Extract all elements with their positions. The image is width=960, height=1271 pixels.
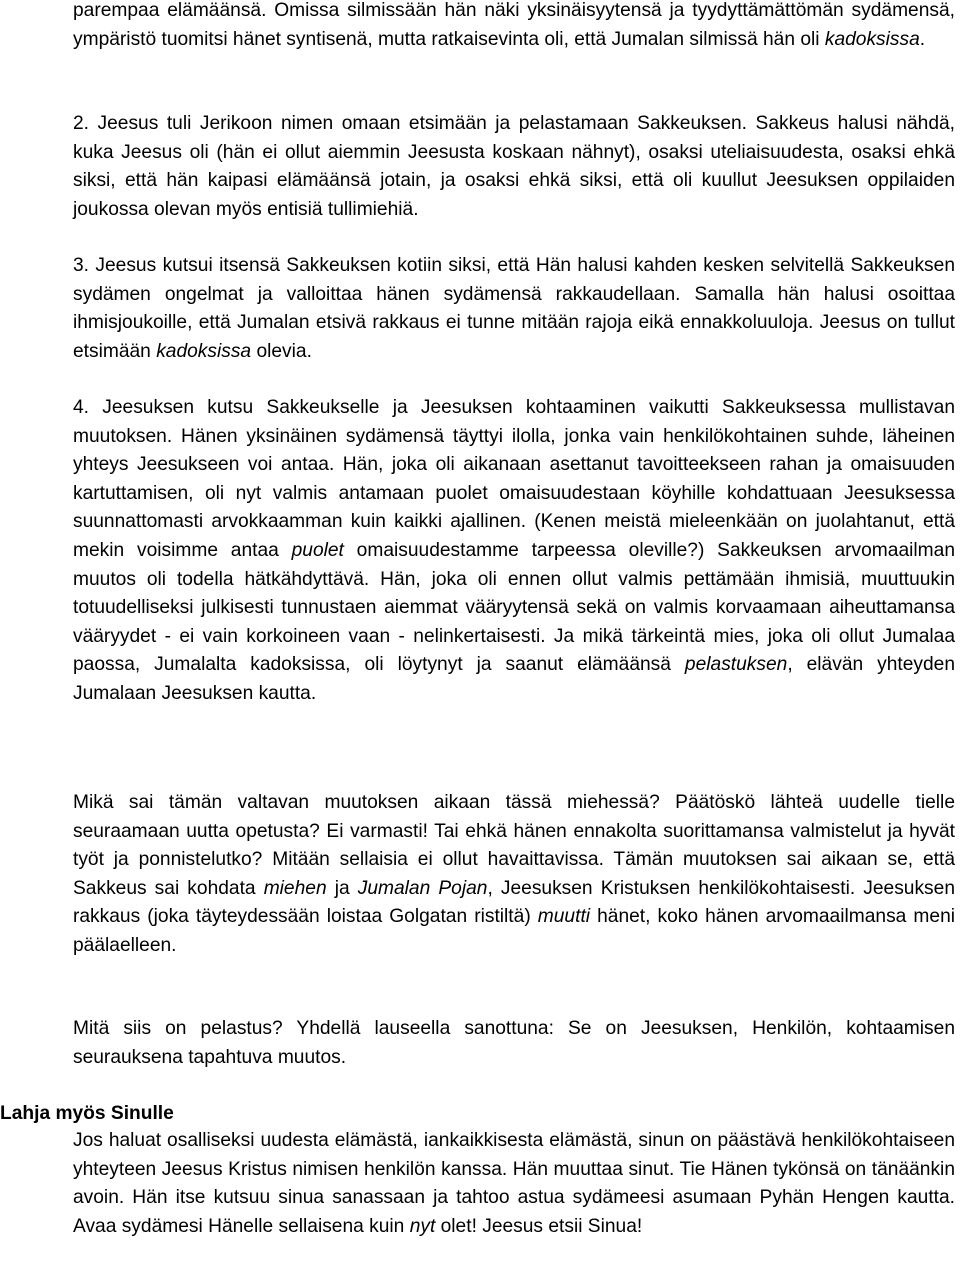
- point-3-emphasis: kadoksissa: [156, 340, 252, 362]
- question-text-a: Mikä sai tämän valtavan muutoksen aikaan tässä miehessä? Päätöskö lähteä uudelle tielle seuraamaan uutta opetusta? Ei varmasti! Tai ehkä hänen ennakolta suorittamansa valmistelut ja hyvät työt ja ponnistelutko? Mitään sellaisia ei ollut havaittavissa. Tämän muutoksen sai aikaan se, että Sakkeus sai kohdata: [73, 792, 955, 899]
- point-4-text-c: , elävän yhteyden Jumalaan Jeesuksen kautta.: [73, 654, 955, 704]
- section-heading: Lahja myös Sinulle: [0, 1103, 174, 1124]
- question-emphasis-1: miehen: [263, 877, 327, 899]
- point-3-paragraph: [73, 252, 955, 366]
- question-text-d: hänet, koko hänen arvomaailmansa meni päälaelleen.: [73, 906, 955, 956]
- point-4-emphasis-2: pelastuksen: [684, 654, 788, 676]
- gift-text-b: olet! Jeesus etsii Sinua!: [435, 1215, 643, 1237]
- point-2-text: 2. Jeesus tuli Jerikoon nimen omaan etsimään ja pelastamaan Sakkeuksen. Sakkeus halusi nähdä, kuka Jeesus oli (hän ei ollut aiemmin Jeesusta koskaan nähnyt), osaksi uteliaisuudesta, osaksi ehkä siksi, että hän kaipasi elämäänsä jotain, ja osaksi ehkä siksi, että oli kuullut Jeesuksen oppilaiden joukossa olevan myös entisiä tullimiehiä.: [73, 113, 955, 220]
- question-paragraph: [73, 789, 955, 961]
- intro-emphasis: kadoksissa: [824, 28, 920, 50]
- gift-paragraph: [73, 1127, 955, 1241]
- question-emphasis-2: Jumalan Pojan: [357, 877, 488, 899]
- point-2-paragraph: [73, 110, 955, 224]
- question-text-b: ja: [326, 877, 358, 899]
- point-3-text: 3. Jeesus kutsui itsensä Sakkeuksen kotiin siksi, että Hän halusi kahden kesken selvitellä Sakkeuksen sydämen ongelmat ja valloittaa hänen sydämensä rakkaudellaan. Samalla hän halusi osoittaa ihmisjoukoille, että Jumalan etsivä rakkaus ei tunne mitään rajoja eikä ennakkoluuloja. Jeesus on tullut etsimään: [73, 255, 955, 362]
- point-4-text-a: 4. Jeesuksen kutsu Sakkeukselle ja Jeesuksen kohtaaminen vaikutti Sakkeuksessa mullistavan muutoksen. Hänen yksinäinen sydämensä täyttyi ilolla, jonka vain henkilökohtainen suhde, läheinen yhteys Jeesukseen voi antaa. Hän, joka oli aikanaan asettanut tavoitteekseen rahan ja omaisuuden kartuttamisen, oli nyt valmis antamaan puolet omaisuudestaan köyhille kohdattuaan Jeesuksessa suunnattomasti arvokkaamman kuin kaikki ajallinen. (Kenen meistä mieleenkään on juolahtanut, että mekin voisimme antaa: [73, 397, 955, 561]
- gift-text-a: Jos haluat osalliseksi uudesta elämästä, iankaikkisesta elämästä, sinun on päästävä henkilökohtaiseen yhteyteen Jeesus Kristus nimisen henkilön kanssa. Hän muuttaa sinut. Tie Hänen tykönsä on tänäänkin avoin. Hän itse kutsuu sinua sanassaan ja tahtoo astua sydämeesi asumaan Pyhän Hengen kautta. Avaa sydämesi Hänelle sellaisena kuin: [73, 1130, 955, 1237]
- point-4-emphasis-1: puolet: [291, 539, 344, 561]
- question-text-c: , Jeesuksen Kristuksen henkilökohtaisesti. Jeesuksen rakkaus (joka täyteydessään loistaa Golgatan ristiltä): [73, 877, 955, 928]
- intro-end: .: [919, 28, 926, 50]
- question-emphasis-3: muutti: [537, 906, 591, 928]
- point-4-paragraph: [73, 394, 955, 709]
- gift-emphasis: nyt: [409, 1215, 436, 1237]
- intro-text: parempaa elämäänsä. Omissa silmissään hän näki yksinäisyytensä ja tyydyttämättömän sydämensä, ympäristö tuomitsi hänet syntisenä, mutta ratkaisevinta oli, että Jumalan silmissä hän oli: [73, 0, 955, 50]
- salvation-text: Mitä siis on pelastus? Yhdellä lauseella sanottuna: Se on Jeesuksen, Henkilön, kohtaamisen seurauksena tapahtuva muutos.: [73, 1018, 955, 1068]
- point-3-end: olevia.: [251, 340, 312, 362]
- intro-paragraph: [73, 0, 955, 54]
- salvation-paragraph: [73, 1015, 955, 1072]
- point-4-text-b: omaisuudestamme tarpeessa oleville?) Sakkeuksen arvomaailman muutos oli todella hätkähdyttävä. Hän, joka oli ennen ollut valmis pettämään ihmisiä, muuttuukin totuudelliseksi julkisesti tunnustaen aiemmat vääryytensä sekä on valmis korvaamaan aiheuttamansa vääryydet - ei vain korkoineen vaan - nelinkertaisesti. Ja mikä tärkeintä mies, joka oli ollut Jumalaa paossa, Jumalalta kadoksissa, oli löytynyt ja saanut elämäänsä: [73, 539, 955, 676]
